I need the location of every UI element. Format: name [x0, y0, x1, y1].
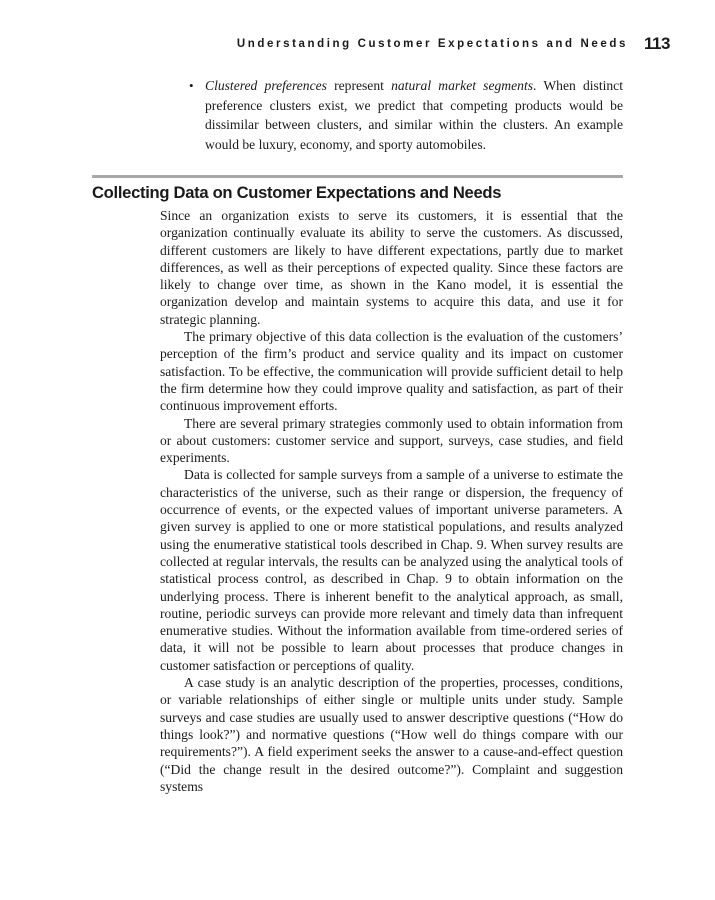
paragraph: Since an organization exists to serve its customers, it is essential that the organization continually evaluate its ability to serve the customers. As discussed, different customers are likely to have different expectations, partly due to market differences, as well as their perceptions of expected quality. Since these factors are likely to change over time, as shown in the Kano model, it is essential the organization develop and maintain systems to acquire this data, and use it for strategic planning.	[160, 208, 623, 327]
running-header: Understanding Customer Expectations and Needs	[236, 38, 628, 50]
section-heading: Collecting Data on Customer Expectations and Needs	[92, 183, 502, 202]
bullet-dot-icon: •	[189, 78, 194, 93]
page-number: 113	[644, 34, 670, 53]
bullet-item	[189, 76, 623, 154]
section-body	[160, 207, 623, 795]
term-natural-market-segments: natural market segments	[391, 78, 534, 93]
bullet-text-part: . When distinct preference clusters exist, we predict that competing products would be dissimilar between clusters, and similar within the clusters. An example would be luxury, economy, and sporty automobiles.	[205, 78, 623, 152]
paragraph: The primary objective of this data collection is the evaluation of the customers’ perception of the firm’s product and service quality and its impact on customer satisfaction. To be effective, the communication will provide sufficient detail to help the firm determine how they could improve quality and satisfaction, as part of their continuous improvement efforts.	[160, 329, 623, 414]
paragraph: A case study is an analytic description of the properties, processes, conditions, or variable relationships of either single or multiple units under study. Sample surveys and case studies are usually used to answer descriptive questions (“How do things look?”) and normative questions (“How well do things compare with our requirements?”). A field experiment seeks the answer to a cause-and-effect question (“Did the change result in the desired outcome?”). Complaint and suggestion systems	[160, 675, 623, 794]
paragraph: There are several primary strategies commonly used to obtain information from or about customers: customer service and support, surveys, case studies, and field experiments.	[160, 415, 623, 466]
bullet-text-part: represent	[326, 78, 392, 93]
term-clustered-preferences: Clustered preferences	[205, 78, 327, 93]
section-divider	[92, 175, 623, 178]
paragraph: Data is collected for sample surveys from a sample of a universe to estimate the characteristics of the universe, such as their range or dispersion, the frequency of occurrence of events, or the expected values of important universe parameters. A given survey is applied to one or more statistical populations, and results analyzed using the enumerative statistical tools described in Chap. 9. When survey results are collected at regular intervals, the results can be analyzed using the analytical tools of statistical process control, as described in Chap. 9 to obtain information on the underlying process. There is inherent benefit to the analytical approach, as small, routine, periodic surveys can provide more relevant and timely data than infrequent enumerative studies. Without the information available from time-ordered series of data, it will not be possible to learn about processes that produce changes in customer satisfaction or perceptions of quality.	[160, 467, 623, 673]
